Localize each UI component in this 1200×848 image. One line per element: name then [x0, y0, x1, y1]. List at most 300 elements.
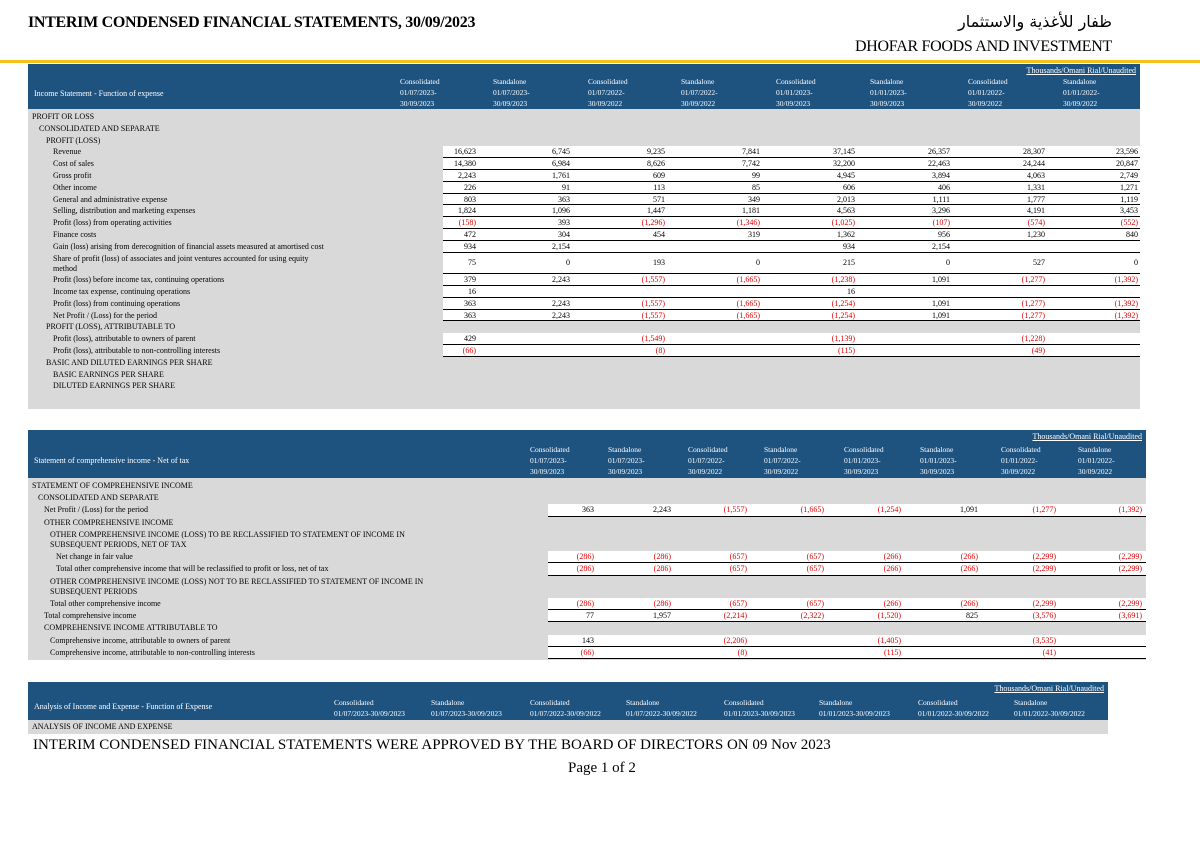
- table-row: [53, 146, 1140, 157]
- analysis-table: [28, 682, 1108, 734]
- cell-value: (1,254): [877, 505, 901, 515]
- row-label: Profit (loss) before income tax, continuing operations: [53, 275, 225, 285]
- cell-value: 840: [1126, 230, 1138, 239]
- approval-note: INTERIM CONDENSED FINANCIAL STATEMENTS WERE APPROVED BY THE BOARD OF DIRECTORS ON 09 Nov 2023: [33, 737, 831, 753]
- company-name-arabic: ظفار للأغذية والاستثمار: [957, 12, 1112, 31]
- table-row: [53, 194, 1140, 205]
- cell-value: 803: [464, 194, 476, 204]
- cell-value: 363: [464, 298, 476, 308]
- cell-value: 26,357: [928, 147, 950, 157]
- cell-value: (2,206): [723, 635, 747, 645]
- column-header-line: 01/01/2022-30/09/2022: [1014, 709, 1085, 718]
- cell-value: (1,557): [641, 310, 665, 320]
- analysis-header: [28, 682, 1108, 720]
- cell-value: 16,623: [454, 147, 476, 157]
- cell-value: 393: [558, 218, 570, 228]
- cell-value: (66): [462, 346, 476, 355]
- cell-value: 472: [464, 230, 476, 239]
- row-label: Profit (loss), attributable to non-controlling interests: [53, 346, 221, 355]
- table-row: [50, 635, 1146, 646]
- cell-value: (266): [960, 564, 978, 574]
- table-row: [53, 170, 1140, 181]
- column-header-line: 30/09/2022: [1078, 467, 1113, 476]
- cell-value: 571: [653, 194, 665, 204]
- cell-value: 2,243: [458, 171, 476, 180]
- cell-value: 2,154: [552, 241, 570, 251]
- cell-value: (115): [883, 647, 901, 657]
- table-row: [53, 298, 1140, 309]
- cell-value: 23,596: [1116, 147, 1138, 157]
- cell-value: (1,346): [736, 218, 760, 228]
- cell-value: 1,271: [1120, 182, 1138, 192]
- cell-value: 77: [586, 611, 594, 621]
- cell-value: 2,243: [653, 505, 671, 515]
- column-header: [626, 697, 697, 719]
- row-label: Selling, distribution and marketing expenses: [53, 206, 196, 216]
- cell-value: 379: [464, 275, 476, 285]
- column-header-line: Consolidated: [844, 445, 884, 454]
- cell-value: (1,277): [1021, 275, 1045, 285]
- table-row: [32, 480, 1146, 491]
- row-label: Total other comprehensive income: [50, 599, 161, 608]
- table-row: [50, 529, 1146, 549]
- cell-value: 85: [752, 182, 760, 192]
- column-header-line: 01/01/2023-: [920, 456, 957, 465]
- column-header-line: Standalone: [870, 77, 904, 86]
- cell-value: (3,535): [1032, 635, 1056, 645]
- cell-value: 956: [938, 230, 950, 239]
- cell-value: 91: [562, 182, 570, 192]
- column-header-line: 30/09/2023: [400, 99, 435, 108]
- cell-value: (266): [960, 599, 978, 608]
- row-label: Income tax expense, continuing operations: [53, 287, 191, 296]
- cell-value: 3,894: [932, 171, 950, 180]
- table-row: [56, 551, 1146, 562]
- table-row: [53, 333, 1140, 344]
- cell-value: 1,957: [653, 611, 671, 621]
- column-header: [918, 697, 989, 719]
- column-header-line: 30/09/2022: [1001, 467, 1036, 476]
- column-header-line: Consolidated: [724, 698, 764, 707]
- cell-value: 609: [653, 171, 665, 180]
- table-row: [50, 598, 1146, 609]
- column-header: [688, 444, 728, 477]
- cell-value: 2,013: [837, 194, 855, 204]
- row-label-continued: SUBSEQUENT PERIODS: [50, 586, 138, 596]
- cell-value: 6,984: [552, 159, 570, 169]
- column-header-line: Standalone: [681, 77, 715, 86]
- column-header-line: Consolidated: [530, 445, 570, 454]
- cell-value: 2,243: [552, 298, 570, 308]
- column-header-line: 30/09/2022: [764, 467, 799, 476]
- column-header-line: Consolidated: [334, 698, 374, 707]
- cell-value: (2,299): [1032, 564, 1056, 574]
- table-row: [53, 286, 1140, 297]
- cell-value: (657): [806, 552, 824, 562]
- cell-value: 226: [464, 182, 476, 192]
- cell-value: (266): [960, 552, 978, 562]
- column-header-line: Standalone: [819, 698, 853, 707]
- column-header-line: 01/07/2023-: [608, 456, 645, 465]
- cell-value: 934: [843, 241, 855, 251]
- cell-value: (1,665): [736, 310, 760, 320]
- cell-value: (286): [653, 552, 671, 562]
- cell-value: 1,091: [932, 310, 950, 320]
- cell-value: 1,362: [837, 230, 855, 239]
- column-header: [1001, 444, 1041, 477]
- cell-value: 3,453: [1120, 206, 1138, 216]
- column-header-line: 30/09/2023: [608, 467, 643, 476]
- income-statement-table: [28, 64, 1140, 409]
- column-header: [920, 444, 957, 477]
- column-header-line: 01/01/2023-: [776, 88, 813, 97]
- cell-value: 0: [566, 257, 570, 267]
- row-label: Profit (loss) from continuing operations: [53, 298, 181, 308]
- row-label: OTHER COMPREHENSIVE INCOME (LOSS) TO BE RECLASSIFIED TO STATEMENT OF INCOME IN: [50, 529, 405, 539]
- table-row: [53, 369, 1140, 380]
- column-header-line: 01/01/2023-30/09/2023: [819, 709, 890, 718]
- column-header: [844, 444, 884, 477]
- cell-value: 1,119: [1120, 194, 1138, 204]
- column-header-line: 01/07/2022-: [681, 88, 718, 97]
- cell-value: (2,299): [1118, 552, 1142, 562]
- column-header-line: 01/07/2022-: [688, 456, 725, 465]
- cell-value: 4,191: [1027, 206, 1045, 216]
- table-row: [56, 563, 1146, 574]
- cell-value: 349: [748, 194, 760, 204]
- cell-value: (1,392): [1118, 505, 1142, 515]
- cell-value: 4,563: [837, 206, 855, 216]
- table-row: [46, 321, 1140, 332]
- cell-value: 7,841: [742, 147, 760, 157]
- column-header: [968, 76, 1008, 109]
- cell-value: 363: [582, 505, 594, 515]
- column-header-line: 01/01/2022-: [968, 88, 1005, 97]
- column-header-line: 01/07/2023-30/09/2023: [431, 709, 502, 718]
- cell-value: 1,091: [932, 298, 950, 308]
- row-label: Total comprehensive income: [44, 611, 137, 621]
- cell-value: (49): [1031, 346, 1045, 355]
- cell-value: (1,557): [641, 275, 665, 285]
- table-row: [53, 205, 1140, 216]
- table-row: [44, 504, 1146, 515]
- column-header-line: 30/09/2023: [870, 99, 905, 108]
- column-header-line: 30/09/2022: [968, 99, 1003, 108]
- cell-value: 16: [468, 287, 476, 296]
- cell-value: 143: [582, 635, 594, 645]
- column-header: [530, 444, 570, 477]
- column-header-line: Standalone: [608, 445, 642, 454]
- cell-value: 1,331: [1027, 182, 1045, 192]
- table-row: [53, 380, 1140, 391]
- cell-value: 1,761: [552, 171, 570, 180]
- cell-value: (657): [729, 552, 747, 562]
- column-header-line: Consolidated: [400, 77, 440, 86]
- row-label: Comprehensive income, attributable to owners of parent: [50, 635, 231, 645]
- cell-value: (158): [458, 218, 476, 228]
- column-header-line: 30/09/2022: [681, 99, 716, 108]
- column-header: [400, 76, 440, 109]
- unit-label: Thousands/Omani Rial/Unaudited: [1026, 66, 1136, 75]
- table-row: [44, 622, 1146, 633]
- table-row: [53, 310, 1140, 321]
- income-statement-caption: Income Statement - Function of expense: [34, 89, 164, 98]
- cell-value: (266): [883, 599, 901, 608]
- row-label: Comprehensive income, attributable to non-controlling interests: [50, 647, 255, 657]
- row-label: Net change in fair value: [56, 552, 133, 562]
- cell-value: (2,299): [1032, 552, 1056, 562]
- row-label: OTHER COMPREHENSIVE INCOME: [44, 517, 174, 527]
- column-header-line: Consolidated: [688, 445, 728, 454]
- column-header-line: Standalone: [1078, 445, 1112, 454]
- column-header-line: 01/07/2022-: [764, 456, 801, 465]
- row-label: Gross profit: [53, 171, 92, 180]
- column-header-line: 30/09/2022: [588, 99, 623, 108]
- cell-value: (2,299): [1118, 564, 1142, 574]
- row-label: CONSOLIDATED AND SEPARATE: [38, 493, 159, 503]
- cell-value: 7,742: [742, 159, 760, 169]
- cell-value: (1,254): [831, 298, 855, 308]
- cell-value: 0: [1134, 257, 1138, 267]
- cell-value: 9,235: [647, 147, 665, 157]
- cell-value: (2,299): [1032, 599, 1056, 608]
- column-header: [530, 697, 601, 719]
- cell-value: (2,214): [723, 611, 747, 621]
- column-header-line: 01/07/2022-: [588, 88, 625, 97]
- cell-value: (1,139): [831, 334, 855, 344]
- cell-value: (107): [932, 218, 950, 228]
- cell-value: (657): [729, 599, 747, 608]
- cell-value: (8): [737, 647, 747, 657]
- column-header-line: Consolidated: [530, 698, 570, 707]
- column-header-line: 30/09/2022: [1063, 99, 1098, 108]
- cell-value: 1,447: [647, 206, 665, 216]
- comprehensive-income-header: [28, 430, 1146, 478]
- column-header: [724, 697, 795, 719]
- cell-value: 20,847: [1116, 159, 1138, 169]
- cell-value: 934: [464, 241, 476, 251]
- column-header-line: 30/09/2022: [688, 467, 723, 476]
- cell-value: 2,243: [552, 275, 570, 285]
- document-title: INTERIM CONDENSED FINANCIAL STATEMENTS, 30/09/2023: [28, 14, 476, 31]
- cell-value: 3,296: [932, 206, 950, 216]
- cell-value: (3,576): [1032, 611, 1056, 621]
- row-label: Total other comprehensive income that will be reclassified to profit or loss, net of tax: [56, 564, 329, 574]
- analysis-body: ANALYSIS OF INCOME AND EXPENSE: [28, 720, 1108, 734]
- table-row: [46, 135, 1140, 146]
- table-row: [44, 517, 1146, 528]
- cell-value: 193: [653, 257, 665, 267]
- cell-value: (115): [837, 346, 855, 355]
- row-label: CONSOLIDATED AND SEPARATE: [39, 123, 160, 133]
- row-label: Share of profit (loss) of associates and joint ventures accounted for using equity: [53, 253, 309, 263]
- row-label: Finance costs: [53, 230, 97, 239]
- column-header-line: 01/07/2023-30/09/2023: [334, 709, 405, 718]
- cell-value: 28,307: [1023, 147, 1045, 157]
- column-header: [493, 76, 530, 109]
- table-row: [53, 158, 1140, 169]
- row-label: Net Profit / (Loss) for the period: [44, 505, 148, 515]
- column-header-line: 01/07/2022-30/09/2022: [530, 709, 601, 718]
- cell-value: (1,277): [1021, 310, 1045, 320]
- column-header-line: Standalone: [493, 77, 527, 86]
- column-header: [431, 697, 502, 719]
- unit-label: Thousands/Omani Rial/Unaudited: [1032, 432, 1142, 441]
- column-header: [681, 76, 718, 109]
- cell-value: (1,277): [1021, 298, 1045, 308]
- cell-value: (1,025): [831, 218, 855, 228]
- column-header-line: 30/09/2023: [844, 467, 879, 476]
- column-header-line: 01/01/2022-: [1078, 456, 1115, 465]
- row-label: BASIC EARNINGS PER SHARE: [53, 369, 164, 379]
- cell-value: (1,557): [641, 298, 665, 308]
- cell-value: 2,749: [1120, 171, 1138, 180]
- column-header: [870, 76, 907, 109]
- cell-value: (574): [1027, 218, 1045, 228]
- cell-value: 606: [843, 182, 855, 192]
- cell-value: (1,392): [1114, 310, 1138, 320]
- cell-value: 1,824: [458, 206, 476, 216]
- page-number: Page 1 of 2: [568, 760, 636, 776]
- cell-value: (8): [655, 346, 665, 355]
- column-header: [608, 444, 645, 477]
- column-header-line: 01/07/2023-: [530, 456, 567, 465]
- income-statement-body: [28, 109, 1140, 409]
- cell-value: 215: [843, 257, 855, 267]
- table-row: [50, 647, 1146, 658]
- column-header: [819, 697, 890, 719]
- cell-value: (286): [576, 564, 594, 574]
- header-divider: [0, 60, 1200, 63]
- cell-value: (41): [1042, 647, 1056, 657]
- cell-value: 24,244: [1023, 159, 1045, 169]
- cell-value: (1,665): [800, 505, 824, 515]
- table-row: [50, 576, 1146, 596]
- cell-value: 1,111: [932, 194, 950, 204]
- cell-value: 406: [938, 182, 950, 192]
- row-underline: [548, 658, 1146, 659]
- column-header-line: Standalone: [1014, 698, 1048, 707]
- column-header-line: Consolidated: [968, 77, 1008, 86]
- column-header-line: Consolidated: [918, 698, 958, 707]
- cell-value: 527: [1033, 257, 1045, 267]
- cell-value: 825: [966, 611, 978, 621]
- cell-value: (657): [806, 564, 824, 574]
- cell-value: 363: [558, 194, 570, 204]
- cell-value: (3,691): [1118, 611, 1142, 621]
- cell-value: (552): [1120, 218, 1138, 228]
- column-header-line: 01/01/2022-: [1063, 88, 1100, 97]
- row-label: DILUTED EARNINGS PER SHARE: [53, 381, 175, 391]
- cell-value: (1,392): [1114, 298, 1138, 308]
- cell-value: (1,520): [877, 611, 901, 621]
- cell-value: 32,200: [833, 159, 855, 169]
- cell-value: 1,777: [1027, 194, 1045, 204]
- cell-value: (286): [653, 564, 671, 574]
- table-row: [53, 229, 1140, 240]
- cell-value: (1,557): [723, 505, 747, 515]
- table-row: [46, 357, 1140, 368]
- row-label: PROFIT OR LOSS: [32, 112, 95, 121]
- row-label: STATEMENT OF COMPREHENSIVE INCOME: [32, 481, 193, 490]
- cell-value: 0: [756, 257, 760, 267]
- cell-value: 4,063: [1027, 171, 1045, 180]
- column-header-line: Consolidated: [588, 77, 628, 86]
- column-header: [764, 444, 801, 477]
- row-label: Profit (loss), attributable to owners of parent: [53, 334, 196, 344]
- column-header-line: Consolidated: [1001, 445, 1041, 454]
- row-label-continued: SUBSEQUENT PERIODS, NET OF TAX: [50, 539, 187, 549]
- table-row: [53, 217, 1140, 228]
- cell-value: 304: [558, 230, 570, 239]
- cell-value: (266): [883, 564, 901, 574]
- row-label: OTHER COMPREHENSIVE INCOME (LOSS) NOT TO BE RECLASSIFIED TO STATEMENT OF INCOME IN: [50, 576, 424, 586]
- column-header-line: 01/07/2022-30/09/2022: [626, 709, 697, 718]
- cell-value: 6,745: [552, 147, 570, 157]
- column-header: [776, 76, 816, 109]
- cell-value: (1,254): [831, 310, 855, 320]
- column-header: [334, 697, 405, 719]
- table-row: [53, 345, 1140, 356]
- cell-value: 1,230: [1027, 230, 1045, 239]
- cell-value: (1,665): [736, 298, 760, 308]
- row-label: COMPREHENSIVE INCOME ATTRIBUTABLE TO: [44, 623, 218, 633]
- cell-value: (1,238): [831, 275, 855, 285]
- row-label: PROFIT (LOSS): [46, 135, 101, 145]
- column-header-line: Standalone: [626, 698, 660, 707]
- column-header-line: 01/01/2023-30/09/2023: [724, 709, 795, 718]
- row-label: BASIC AND DILUTED EARNINGS PER SHARE: [46, 357, 213, 367]
- cell-value: 1,181: [742, 206, 760, 216]
- cell-value: (66): [580, 647, 594, 657]
- cell-value: 99: [752, 171, 760, 180]
- column-header-line: Standalone: [1063, 77, 1097, 86]
- cell-value: (2,322): [800, 611, 824, 621]
- comprehensive-income-table: [28, 430, 1146, 660]
- table-row: [32, 111, 1140, 122]
- cell-value: (657): [806, 599, 824, 608]
- table-row: [53, 253, 1140, 273]
- column-header-line: 30/09/2023: [776, 99, 811, 108]
- cell-value: 2,154: [932, 241, 950, 251]
- cell-value: 1,096: [552, 206, 570, 216]
- row-label: Gain (loss) arising from derecognition of financial assets measured at amortised cost: [53, 241, 324, 251]
- table-row: [53, 241, 1140, 252]
- column-header-line: Standalone: [764, 445, 798, 454]
- row-label: Cost of sales: [53, 159, 94, 169]
- cell-value: (286): [653, 599, 671, 608]
- row-label: Other income: [53, 182, 97, 192]
- column-header-line: 01/01/2022-30/09/2022: [918, 709, 989, 718]
- row-label: PROFIT (LOSS), ATTRIBUTABLE TO: [46, 322, 176, 332]
- company-name: DHOFAR FOODS AND INVESTMENT: [855, 38, 1112, 55]
- row-label-continued: method: [53, 263, 77, 273]
- column-header-line: 30/09/2023: [530, 467, 565, 476]
- cell-value: 454: [653, 230, 665, 239]
- column-header: [1078, 444, 1115, 477]
- column-header-line: 30/09/2023: [920, 467, 955, 476]
- cell-value: (266): [883, 552, 901, 562]
- cell-value: 14,380: [454, 159, 476, 169]
- unit-label: Thousands/Omani Rial/Unaudited: [994, 684, 1104, 693]
- table-row: [39, 123, 1140, 134]
- cell-value: 8,626: [647, 159, 665, 169]
- row-label: Revenue: [53, 147, 81, 157]
- cell-value: (657): [729, 564, 747, 574]
- row-label: General and administrative expense: [53, 194, 168, 204]
- analysis-caption: Analysis of Income and Expense - Function of Expense: [34, 702, 213, 711]
- cell-value: (1,392): [1114, 275, 1138, 285]
